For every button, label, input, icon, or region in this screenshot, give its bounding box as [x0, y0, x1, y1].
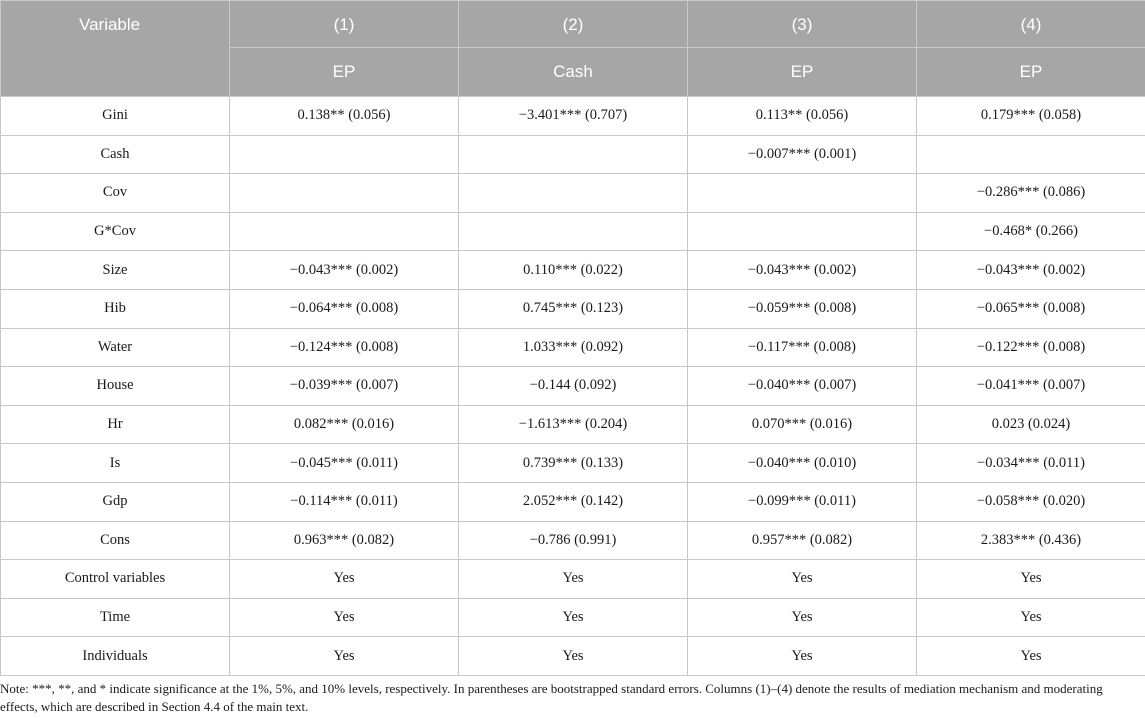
table-cell: Yes [917, 637, 1145, 676]
row-label: Cash [1, 135, 230, 174]
table-cell: 0.963*** (0.082) [230, 521, 459, 560]
table-cell: Yes [917, 598, 1145, 637]
table-row [1, 405, 1145, 444]
table-row [1, 367, 1145, 406]
table-cell: −0.041*** (0.007) [917, 367, 1145, 406]
dependent-header-1: EP [230, 48, 459, 97]
table-cell: −0.043*** (0.002) [230, 251, 459, 290]
row-label: Cov [1, 174, 230, 213]
table-cell: 0.745*** (0.123) [459, 289, 688, 328]
row-label: House [1, 367, 230, 406]
column-header-1: (1) [230, 1, 459, 48]
table-cell: 0.179*** (0.058) [917, 97, 1145, 136]
table-cell: −0.007*** (0.001) [688, 135, 917, 174]
table-row [1, 637, 1145, 676]
table-cell: −0.043*** (0.002) [688, 251, 917, 290]
table-row [1, 444, 1145, 483]
table-cell [917, 135, 1145, 174]
table-cell [459, 212, 688, 251]
row-label: Water [1, 328, 230, 367]
table-row [1, 174, 1145, 213]
table-row [1, 598, 1145, 637]
row-label: Is [1, 444, 230, 483]
table-cell: −0.064*** (0.008) [230, 289, 459, 328]
table-cell: 0.023 (0.024) [917, 405, 1145, 444]
table-cell [688, 174, 917, 213]
row-label: Control variables [1, 560, 230, 599]
variable-header: Variable [1, 1, 230, 97]
column-header-3: (3) [688, 1, 917, 48]
row-label: Gini [1, 97, 230, 136]
table-cell: Yes [230, 598, 459, 637]
table-cell: Yes [688, 560, 917, 599]
table-cell: −0.117*** (0.008) [688, 328, 917, 367]
table-row [1, 328, 1145, 367]
table-cell: −0.099*** (0.011) [688, 482, 917, 521]
table-cell: 0.739*** (0.133) [459, 444, 688, 483]
column-header-2: (2) [459, 1, 688, 48]
table-cell: −0.043*** (0.002) [917, 251, 1145, 290]
dependent-header-4: EP [917, 48, 1145, 97]
table-cell: −0.065*** (0.008) [917, 289, 1145, 328]
table-cell [230, 174, 459, 213]
table-header [1, 1, 1145, 97]
table-cell: −0.039*** (0.007) [230, 367, 459, 406]
table-cell: −0.059*** (0.008) [688, 289, 917, 328]
dependent-header-2: Cash [459, 48, 688, 97]
table-cell: 0.070*** (0.016) [688, 405, 917, 444]
table-cell: 0.957*** (0.082) [688, 521, 917, 560]
table-cell [688, 212, 917, 251]
table-cell: −0.040*** (0.010) [688, 444, 917, 483]
table-row [1, 482, 1145, 521]
table-row [1, 212, 1145, 251]
row-label: Time [1, 598, 230, 637]
row-label: Size [1, 251, 230, 290]
row-label: Cons [1, 521, 230, 560]
table-row [1, 135, 1145, 174]
table-cell: −0.122*** (0.008) [917, 328, 1145, 367]
table-cell [459, 135, 688, 174]
header-row-columns [1, 1, 1145, 48]
table-cell: Yes [230, 560, 459, 599]
table-row [1, 97, 1145, 136]
table-cell: −1.613*** (0.204) [459, 405, 688, 444]
table-body [1, 97, 1145, 676]
table-cell: −0.058*** (0.020) [917, 482, 1145, 521]
table-cell: −0.045*** (0.011) [230, 444, 459, 483]
table-cell: −0.040*** (0.007) [688, 367, 917, 406]
table-cell: −3.401*** (0.707) [459, 97, 688, 136]
column-header-4: (4) [917, 1, 1145, 48]
table-row [1, 560, 1145, 599]
table-cell: 1.033*** (0.092) [459, 328, 688, 367]
table-cell [459, 174, 688, 213]
table-row [1, 251, 1145, 290]
table-cell [230, 212, 459, 251]
table-cell: 0.110*** (0.022) [459, 251, 688, 290]
table-cell: Yes [459, 598, 688, 637]
row-label: Individuals [1, 637, 230, 676]
row-label: G*Cov [1, 212, 230, 251]
table-cell: −0.468* (0.266) [917, 212, 1145, 251]
table-cell: 0.138** (0.056) [230, 97, 459, 136]
table-cell: −0.144 (0.092) [459, 367, 688, 406]
table-cell: −0.286*** (0.086) [917, 174, 1145, 213]
table-cell: 2.383*** (0.436) [917, 521, 1145, 560]
row-label: Gdp [1, 482, 230, 521]
table-cell: Yes [459, 560, 688, 599]
table-cell: Yes [230, 637, 459, 676]
table-cell: Yes [688, 598, 917, 637]
row-label: Hr [1, 405, 230, 444]
table-cell: 0.113** (0.056) [688, 97, 917, 136]
table-cell: −0.034*** (0.011) [917, 444, 1145, 483]
table-cell: 2.052*** (0.142) [459, 482, 688, 521]
table-cell: 0.082*** (0.016) [230, 405, 459, 444]
table-cell: −0.786 (0.991) [459, 521, 688, 560]
table-note: Note: ***, **, and * indicate significance at the 1%, 5%, and 10% levels, respectively. In parentheses are bootstrapped standard errors. Columns (1)–(4) denote the results of mediation mechanism and moderating effects, which are described in Section 4.4 of the main text. [0, 681, 1103, 714]
table-row [1, 521, 1145, 560]
table-cell: −0.124*** (0.008) [230, 328, 459, 367]
dependent-header-3: EP [688, 48, 917, 97]
table-row [1, 289, 1145, 328]
table-cell: −0.114*** (0.011) [230, 482, 459, 521]
row-label: Hib [1, 289, 230, 328]
table-cell: Yes [688, 637, 917, 676]
table-cell: Yes [459, 637, 688, 676]
table-cell: Yes [917, 560, 1145, 599]
table-cell [230, 135, 459, 174]
